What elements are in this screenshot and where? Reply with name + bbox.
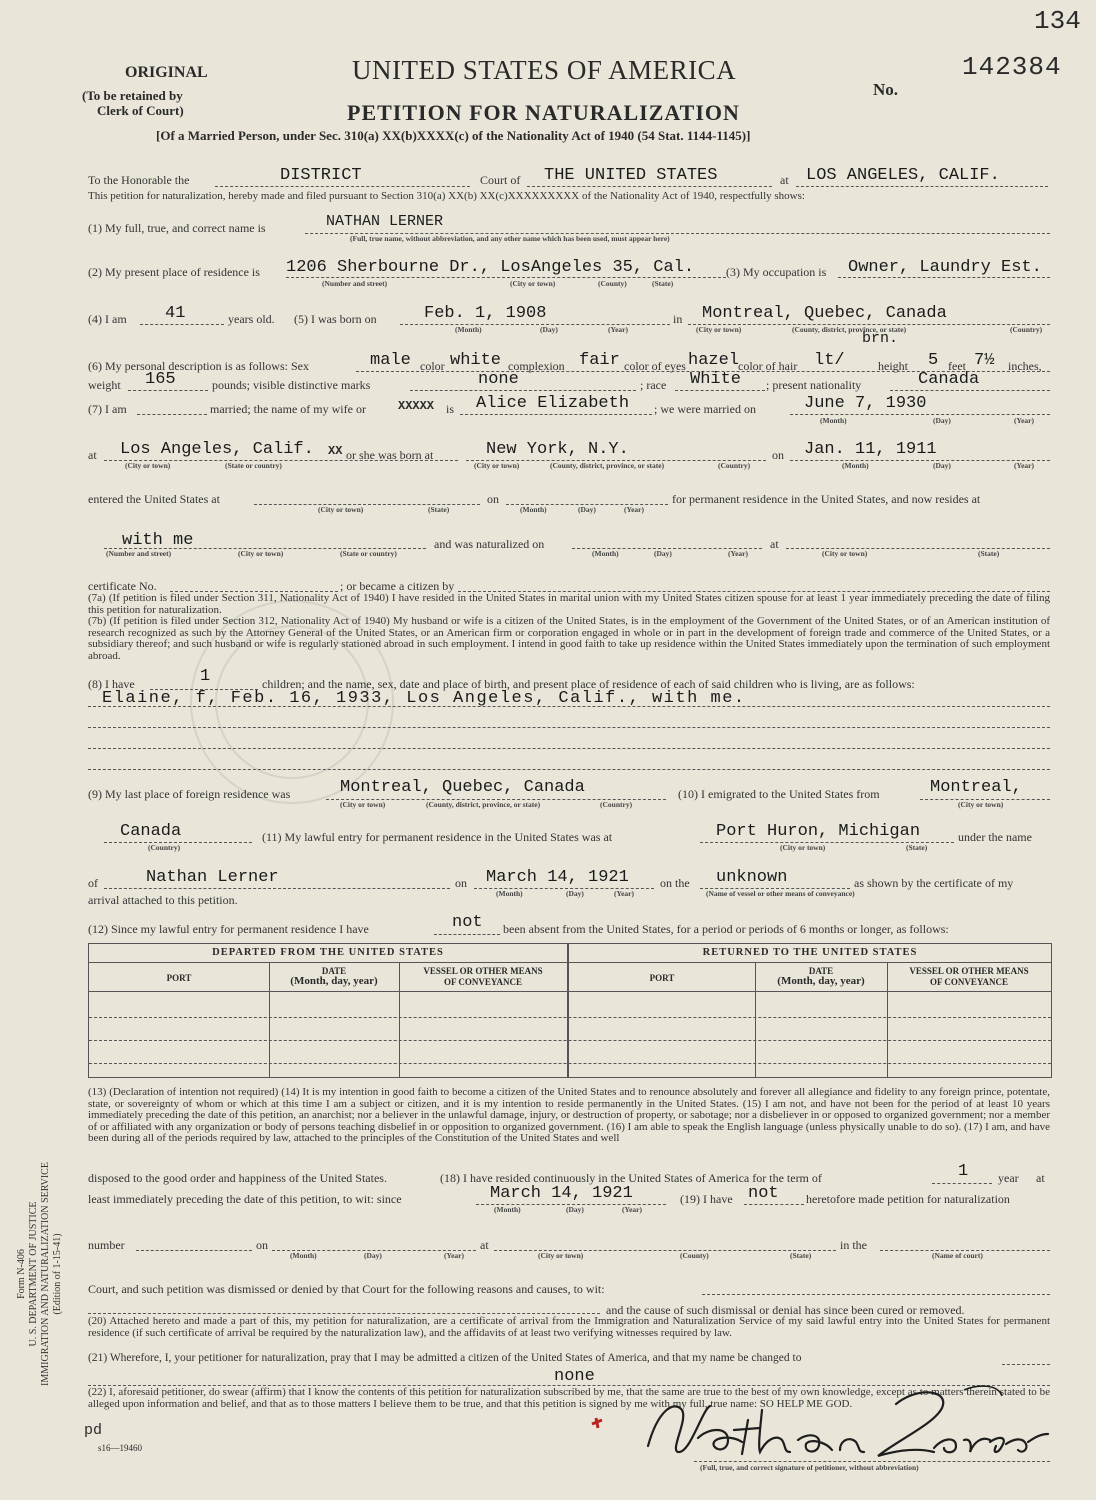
- departed-port-header: PORT: [166, 973, 192, 983]
- children-label: (8) I have: [88, 677, 135, 691]
- marriage-cap-city: (City or town): [125, 461, 171, 470]
- continuous-residence-label: (18) I have resided continuously in the United States of America for the term of: [440, 1171, 822, 1185]
- entry-cap-city: (City or town): [780, 843, 826, 852]
- table-row-line-2: [89, 1040, 1051, 1041]
- entry-cap-day: (Day): [566, 889, 584, 898]
- petitioner-signature: [578, 1380, 1058, 1470]
- entered-on-label: on: [487, 492, 499, 506]
- eyes-value: hazel: [688, 351, 740, 370]
- race-label: ; race: [640, 378, 667, 392]
- entry-label: (11) My lawful entry for permanent residence in the United States was at: [262, 830, 613, 844]
- residence-cap-city: (City or town): [510, 279, 556, 288]
- year-label: year: [998, 1171, 1019, 1185]
- number-line: [136, 1250, 252, 1251]
- spouse-cap-country: (Country): [718, 461, 751, 470]
- spouse-name-value: Alice Elizabeth: [476, 394, 630, 413]
- filed-statement: This petition for naturalization, hereby made and filed pursuant to Section 310(a) XX(b) XX(c)XXXXXXXXX of the Nationality Act of 1940, respectfully shows:: [88, 190, 805, 202]
- birth-cap-month: (Month): [455, 325, 482, 334]
- complexion-value: fair: [579, 351, 620, 370]
- entered-cap-city: (City or town): [318, 505, 364, 514]
- resides-value: with me: [122, 531, 194, 550]
- departed-date-sub: (Month, day, year): [290, 975, 378, 987]
- married-label: married; the name of my wife or: [210, 402, 366, 416]
- marriage-date-line: [790, 414, 1050, 415]
- clerk-initials: pd: [84, 1422, 103, 1439]
- birth-cap-year: (Year): [608, 325, 628, 334]
- entry-place-value: Port Huron, Michigan: [716, 822, 921, 841]
- feet-label: feet: [948, 359, 966, 373]
- number-cap-state: (State): [790, 1251, 812, 1260]
- name-change-label: (21) Wherefore, I, your petitioner for naturalization, pray that I may be admitted a citizen of the United States of America, and that my name be changed to: [88, 1352, 802, 1364]
- prior-petition-value: not: [748, 1184, 779, 1203]
- resides-cap-street: (Number and street): [106, 549, 172, 558]
- spouse-cap-month: (Month): [842, 461, 869, 470]
- entry-name-line: [104, 888, 450, 889]
- birth-cap-country: (Country): [1010, 325, 1043, 334]
- emigrated-cap-city: (City or town): [958, 800, 1004, 809]
- court-name-line: [527, 186, 772, 187]
- race-line: [675, 390, 765, 391]
- residence-cap-street: (Number and street): [322, 279, 388, 288]
- married-on-label: ; we were married on: [654, 402, 756, 416]
- returned-header: RETURNED TO THE UNITED STATES: [702, 947, 918, 958]
- years-old-label: years old.: [228, 312, 275, 326]
- dismissed-line: [702, 1294, 1050, 1295]
- form-number: Form N-406: [16, 1249, 27, 1299]
- paragraph-13-17: (13) (Declaration of intention not required) (14) It is my intention in good faith to become a citizen of the United States and to renounce absolutely and forever all allegiance and fidelity to any foreign prince, potentate, state, or sovereignty of whom or which at this time I am a subject or citizen, and it is my intention to reside permanently in the United States. (15) I am not, and have not been for the period of at least 10 years immediately preceding the date of this petition, an anarchist; nor a believer in the unlawful damage, injury, or destruction of property, or sabotage; nor a disbeliever in or opposed to organized government; nor a member of or affiliated with any organization or body of persons teaching disbelief in or opposition to organized government. (16) I am able to speak the English language (unless physically unable to do so). (17) I am, and have been during all of the periods required by law, attached to the principles of the Constitution of the United States and well: [88, 1086, 1050, 1144]
- marital-line: [137, 414, 207, 415]
- marriage-cap-month: (Month): [820, 416, 847, 425]
- document-title: UNITED STATES OF AMERICA: [352, 55, 737, 85]
- foreign-cap-country: (Country): [600, 800, 633, 809]
- marital-label: (7) I am: [88, 402, 127, 416]
- number-cap-court: (Name of court): [932, 1251, 983, 1260]
- original-label: ORIGINAL: [125, 64, 208, 81]
- number-cap-city: (City or town): [538, 1251, 584, 1260]
- table-row-line-1: [89, 1017, 1051, 1018]
- returned-port-header: PORT: [649, 973, 675, 983]
- hair-label: color of hair: [738, 359, 798, 373]
- court-of-label: Court of: [480, 173, 521, 187]
- residence-cap-county: (County): [598, 279, 627, 288]
- spouse-cap-year: (Year): [1014, 461, 1034, 470]
- entry-on-label: on: [455, 876, 467, 890]
- birth-cap-county: (County, district, province, or state): [792, 325, 907, 334]
- nationality-value: Canada: [918, 370, 980, 389]
- marriage-at-label: at: [88, 448, 97, 462]
- since-label: least immediately preceding the date of this petition, to wit: since: [88, 1192, 402, 1206]
- returned-vessel-header: VESSEL OR OTHER MEANS: [909, 966, 1029, 976]
- marriage-cap-state: (State or country): [225, 461, 282, 470]
- vessel-cap: (Name of vessel or other means of conveyance): [706, 889, 855, 898]
- naturalized-at-label: at: [770, 537, 779, 551]
- pounds-marks-label: pounds; visible distinctive marks: [212, 378, 371, 392]
- foreign-residence-label: (9) My last place of foreign residence was: [88, 787, 291, 801]
- entered-label: entered the United States at: [88, 492, 220, 506]
- number-on-label: on: [256, 1238, 268, 1252]
- residence-cap-state: (State): [652, 279, 674, 288]
- absence-rest: been absent from the United States, for a period or periods of 6 months or longer, as follows:: [503, 922, 949, 936]
- service-name: IMMIGRATION AND NATURALIZATION SERVICE: [40, 1162, 51, 1386]
- residence-value: 1206 Sherbourne Dr., LosAngeles 35, Cal.: [286, 258, 695, 277]
- court-type-line: [215, 186, 470, 187]
- form-side-notation: [16, 1084, 64, 1464]
- retained-note-1: (To be retained by: [82, 88, 183, 103]
- birth-in-label: in: [673, 312, 683, 326]
- arrival-label: arrival attached to this petition.: [88, 893, 238, 907]
- paragraph-7b: (7b) (If petition is filed under Section 312, Nationality Act of 1940) My husband or wife is a citizen of the United States, is in the employment of the Government of the United States, or of an American institution of research recognized as such by the Attorney General of the United States, or an American firm or corporation engaged in whole or in part in the development of foreign trade and commerce of the United States, or a subsidiary thereof; and such husband or wife is regularly stationed abroad in such employment. I intend in good faith to take up residence within the United States immediately upon the termination of such employment abroad.: [88, 615, 1050, 662]
- weight-line: [128, 390, 208, 391]
- since-cap-year: (Year): [622, 1205, 642, 1214]
- children-line-2: [88, 727, 1050, 728]
- full-name-value: NATHAN LERNER: [326, 213, 444, 230]
- nationality-line: [890, 390, 1050, 391]
- no-label: No.: [873, 80, 899, 99]
- children-line-1: [88, 706, 1050, 707]
- born-label: (5) I was born on: [294, 312, 377, 326]
- entry-cap-year: (Year): [614, 889, 634, 898]
- departed-header: DEPARTED FROM THE UNITED STATES: [212, 947, 444, 958]
- entered-cap-day: (Day): [578, 505, 596, 514]
- prior-petition-label: (19) I have: [680, 1192, 733, 1206]
- retained-note-2: Clerk of Court): [97, 103, 184, 118]
- prior-petition-rest: heretofore made petition for naturalization: [806, 1192, 1010, 1206]
- emigrated-label: (10) I emigrated to the United States from: [678, 787, 880, 801]
- spouse-born-on-label: on: [772, 448, 784, 462]
- spouse-birth-date-value: Jan. 11, 1911: [804, 440, 937, 459]
- on-the-label: on the: [660, 876, 690, 890]
- children-line-3: [88, 748, 1050, 749]
- marriage-place-value: Los Angeles, Calif.: [120, 440, 314, 459]
- certificate-label: certificate No.: [88, 579, 157, 593]
- naturalized-cap-year: (Year): [728, 549, 748, 558]
- struck-he: XX: [328, 444, 343, 458]
- paragraph-22: (22) I, aforesaid petitioner, do swear (affirm) that I know the contents of this petition for naturalization subscribed by me, that the same are true to the best of my own knowledge, except as to matters therein stated to be alleged upon information and belief, and that as to those matters I believe them to be true, and that this petition is signed by me with my full, true name: SO HELP ME GOD.: [88, 1386, 1050, 1410]
- occupation-label: (3) My occupation is: [726, 265, 827, 279]
- court-at-label: at: [780, 173, 789, 187]
- entered-cap-state: (State): [428, 505, 450, 514]
- spouse-born-at-label: or she was born at: [346, 448, 434, 462]
- struck-husband: XXXXX: [398, 399, 435, 413]
- name-caption: (Full, true name, without abbreviation, and any other name which has been used, must appear here): [350, 234, 670, 243]
- age-label: (4) I am: [88, 312, 127, 326]
- court-location-line: [796, 186, 1048, 187]
- birth-cap-day: (Day): [540, 325, 558, 334]
- complexion-label: complexion: [508, 359, 565, 373]
- sex-value: male: [370, 351, 411, 370]
- document-subtitle: [Of a Married Person, under Sec. 310(a) XX(b)XXXX(c) of the Nationality Act of 1940 (54 Stat. 1144-1145)]: [156, 128, 751, 143]
- children-rest: children; and the name, sex, date and place of birth, and present place of residence of each of said children who is living, are as follows:: [262, 677, 915, 691]
- birth-date-value: Feb. 1, 1908: [424, 304, 547, 323]
- emigrated-cap-country: (Country): [148, 843, 181, 852]
- foreign-residence-value: Montreal, Quebec, Canada: [340, 778, 585, 797]
- page-number: 134: [1034, 6, 1081, 36]
- birth-date-line: [400, 324, 670, 325]
- entered-cap-year: (Year): [624, 505, 644, 514]
- departed-vessel-sub: OF CONVEYANCE: [443, 977, 523, 987]
- color-value: white: [450, 351, 502, 370]
- table-row-line-3: [89, 1063, 1051, 1064]
- residence-term-line: [932, 1183, 992, 1184]
- spouse-birthplace-value: New York, N.Y.: [486, 440, 629, 459]
- spouse-is-label: is: [446, 402, 455, 416]
- entry-cap-month: (Month): [496, 889, 523, 898]
- age-value: 41: [165, 304, 186, 323]
- entered-rest: for permanent residence in the United States, and now resides at: [672, 492, 981, 506]
- marriage-date-value: June 7, 1930: [804, 394, 927, 413]
- court-name-value: THE UNITED STATES: [544, 166, 718, 185]
- absence-line: [434, 934, 500, 935]
- returned-vessel-sub: OF CONVEYANCE: [929, 977, 1009, 987]
- form-edition: (Edition of 1-15-41): [52, 1233, 63, 1315]
- vessel-value: unknown: [716, 868, 788, 887]
- disposed-text: disposed to the good order and happiness of the United States.: [88, 1171, 387, 1185]
- number-at-label: at: [480, 1238, 489, 1252]
- cured-label: and the cause of such dismissal or denial has since been cured or removed.: [606, 1303, 965, 1317]
- since-cap-month: (Month): [494, 1205, 521, 1214]
- hair-note-value: brn.: [862, 330, 899, 347]
- foreign-cap-county: (County, district, province, or state): [426, 800, 541, 809]
- resides-cap-city: (City or town): [238, 549, 284, 558]
- emigrated-country-value: Canada: [120, 822, 182, 841]
- hair-value: lt/: [814, 351, 845, 370]
- occupation-value: Owner, Laundry Est.: [848, 258, 1042, 277]
- feet-value: 5: [928, 351, 939, 370]
- naturalized-cap-city: (City or town): [822, 549, 868, 558]
- court-to-label: To the Honorable the: [88, 173, 190, 187]
- foreign-cap-city: (City or town): [340, 800, 386, 809]
- age-line: [140, 324, 224, 325]
- returned-date-header: DATE: [808, 966, 834, 976]
- children-line-4: [88, 769, 1050, 770]
- inches-label: inches,: [1008, 359, 1042, 373]
- paragraph-7a: (7a) (If petition is filed under Section 311, Nationality Act of 1940) I have resided in the United States in marital union with my United States citizen spouse for at least 1 year immediately preceding the date of filing this petition for naturalization.: [88, 592, 1050, 616]
- signature-line: [694, 1461, 1050, 1462]
- spouse-cap-county: (County, district, province, or state): [550, 461, 665, 470]
- court-location-value: LOS ANGELES, CALIF.: [806, 166, 1000, 185]
- table-header-rule-right: [569, 962, 1051, 963]
- birth-place-value: Montreal, Quebec, Canada: [702, 304, 947, 323]
- number-label: number: [88, 1238, 125, 1252]
- table-header-rule: [89, 962, 567, 963]
- in-the-label: in the: [840, 1238, 867, 1252]
- number-cap-day: (Day): [364, 1251, 382, 1260]
- name-label: (1) My full, true, and correct name is: [88, 221, 266, 235]
- residence-line: [286, 277, 726, 278]
- naturalized-cap-month: (Month): [592, 549, 619, 558]
- table-divider-center: [567, 944, 569, 1077]
- number-cap-county: (County): [680, 1251, 709, 1260]
- naturalized-cap-day: (Day): [654, 549, 672, 558]
- entered-cap-month: (Month): [520, 505, 547, 514]
- dismissed-label: Court, and such petition was dismissed or denied by that Court for the following reasons and causes, to wit:: [88, 1282, 605, 1296]
- occupation-line: [838, 277, 1050, 278]
- paragraph-20: (20) Attached hereto and made a part of this, my petition for naturalization, are a certificate of arrival from the Immigration and Naturalization Service of my said lawful entry into the United States for permanent residence (if such certificate of arrival be required by the naturalization law), and the affidavits of at least two verifying witnesses required by law.: [88, 1315, 1050, 1339]
- citizen-by-label: ; or became a citizen by: [340, 579, 455, 593]
- signature-caption: (Full, true, and correct signature of petitioner, without abbreviation): [700, 1463, 919, 1472]
- number-cap-year: (Year): [444, 1251, 464, 1260]
- naturalized-label: and was naturalized on: [434, 537, 545, 551]
- number-cap-month: (Month): [290, 1251, 317, 1260]
- description-label: (6) My personal description is as follows: Sex: [88, 359, 309, 373]
- inches-value: 7½: [974, 351, 995, 370]
- eyes-label: color of eyes: [624, 359, 686, 373]
- child-1-value: Elaine, f, Feb. 16, 1933, Los Angeles, Calif., with me.: [102, 689, 746, 708]
- petition-number: 142384: [962, 52, 1062, 82]
- children-count-value: 1: [200, 667, 211, 686]
- entry-name-value: Nathan Lerner: [146, 868, 279, 887]
- weight-label: weight: [88, 378, 121, 392]
- nationality-label: ; present nationality: [766, 378, 862, 392]
- form-print-code: s16—19460: [98, 1443, 143, 1453]
- marriage-cap-year: (Year): [1014, 416, 1034, 425]
- name-change-value: none: [554, 1367, 595, 1386]
- marriage-cap-day: (Day): [933, 416, 951, 425]
- emigrated-value: Montreal,: [930, 778, 1022, 797]
- spouse-cap-city: (City or town): [474, 461, 520, 470]
- residence-label: (2) My present place of residence is: [88, 265, 260, 279]
- departed-vessel-header: VESSEL OR OTHER MEANS: [423, 966, 543, 976]
- color-label: color: [420, 359, 445, 373]
- absence-label: (12) Since my lawful entry for permanent residence I have: [88, 922, 369, 936]
- marks-value: none: [478, 370, 519, 389]
- birth-cap-city: (City or town): [696, 325, 742, 334]
- entry-cap-state: (State): [906, 843, 928, 852]
- naturalized-cap-state: (State): [978, 549, 1000, 558]
- absence-table: [88, 943, 1052, 1078]
- spouse-line: [460, 414, 652, 415]
- court-type-value: DISTRICT: [280, 166, 362, 185]
- marks-line: [410, 390, 636, 391]
- returned-date-sub: (Month, day, year): [777, 975, 865, 987]
- document-heading: PETITION FOR NATURALIZATION: [347, 100, 740, 125]
- since-date-value: March 14, 1921: [490, 1184, 633, 1203]
- spouse-birth-date-line: [790, 460, 1050, 461]
- table-subheader-rule: [89, 991, 1051, 992]
- under-name-label: under the name: [958, 830, 1032, 844]
- department-name: U. S. DEPARTMENT OF JUSTICE: [28, 1201, 39, 1347]
- name-change-line: [1002, 1364, 1050, 1365]
- height-label: height: [878, 359, 908, 373]
- entry-of-label: of: [88, 876, 98, 890]
- residence-term-value: 1: [958, 1162, 969, 1181]
- spouse-cap-day: (Day): [933, 461, 951, 470]
- shown-label: as shown by the certificate of my: [854, 876, 1014, 890]
- absence-value: not: [452, 913, 483, 932]
- departed-date-header: DATE: [321, 966, 347, 976]
- since-cap-day: (Day): [566, 1205, 584, 1214]
- year-at-label: at: [1036, 1171, 1045, 1185]
- race-value: White: [690, 370, 742, 389]
- entry-date-value: March 14, 1921: [486, 868, 629, 887]
- resides-cap-state: (State or country): [340, 549, 397, 558]
- prior-petition-line: [744, 1204, 804, 1205]
- dismissed-line-2: [88, 1313, 600, 1314]
- weight-value: 165: [145, 370, 176, 389]
